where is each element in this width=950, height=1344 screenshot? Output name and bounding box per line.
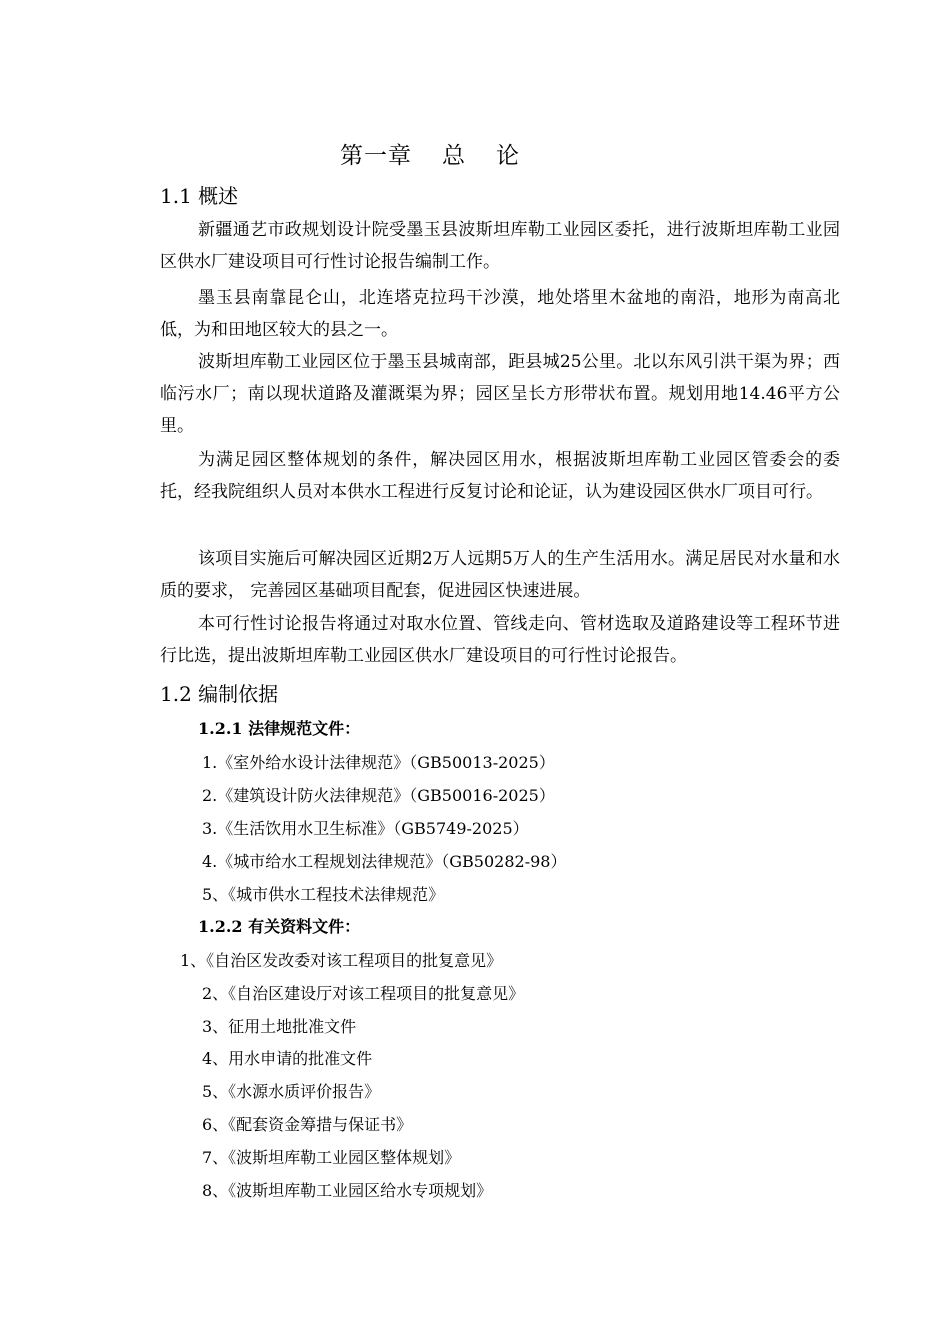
section-heading-1-1: 1.1 概述 bbox=[160, 184, 239, 208]
list-item: 8、《波斯坦库勒工业园区给水专项规划》 bbox=[202, 1181, 493, 1200]
list-item: 2.《建筑设计防火法律规范》（GB50016-2025） bbox=[202, 786, 555, 805]
paragraph-4: 为满足园区整体规划的条件，解决园区用水，根据波斯坦库勒工业园区管委会的委托，经我院组织人员对本供水工程进行反复讨论和论证，认为建设园区供水厂项目可行。 bbox=[160, 450, 840, 502]
paragraph-1: 新疆通艺市政规划设计院受墨玉县波斯坦库勒工业园区委托，进行波斯坦库勒工业园区供水厂建设项目可行性讨论报告编制工作。 bbox=[160, 220, 840, 272]
list-item: 1、《自治区发改委对该工程项目的批复意见》 bbox=[180, 951, 503, 970]
list-item: 5、《水源水质评价报告》 bbox=[202, 1082, 381, 1101]
list-item: 3、征用土地批准文件 bbox=[202, 1017, 357, 1036]
list-item: 6、《配套资金筹措与保证书》 bbox=[202, 1115, 413, 1134]
section-heading-1-2: 1.2 编制依据 bbox=[160, 682, 279, 706]
chapter-number: 第一章 bbox=[340, 143, 412, 169]
list-item: 4.《城市给水工程规划法律规范》（GB50282-98） bbox=[202, 852, 567, 871]
subsection-heading-1-2-2: 1.2.2 有关资料文件： bbox=[198, 917, 361, 936]
paragraph-6: 本可行性讨论报告将通过对取水位置、管线走向、管材选取及道路建设等工程环节进行比选，提出波斯坦库勒工业园区供水厂建设项目的可行性讨论报告。 bbox=[160, 614, 840, 666]
paragraph-5: 该项目实施后可解决园区近期2万人远期5万人的生产生活用水。满足居民对水量和水质的要求， 完善园区基础项目配套，促进园区快速进展。 bbox=[160, 549, 840, 601]
list-item: 5、《城市供水工程技术法律规范》 bbox=[202, 885, 445, 904]
subsection-heading-1-2-1: 1.2.1 法律规范文件： bbox=[198, 719, 361, 738]
paragraph-2: 墨玉县南靠昆仑山，北连塔克拉玛干沙漠，地处塔里木盆地的南沿，地形为南高北低，为和田地区较大的县之一。 bbox=[160, 288, 840, 340]
list-item: 4、用水申请的批准文件 bbox=[202, 1049, 373, 1068]
list-item: 1.《室外给水设计法律规范》（GB50013-2025） bbox=[202, 753, 555, 772]
chapter-title bbox=[0, 137, 860, 170]
list-item: 3.《生活饮用水卫生标准》（GB5749-2025） bbox=[202, 819, 529, 838]
paragraph-3: 波斯坦库勒工业园区位于墨玉县城南部，距县城25公里。北以东风引洪干渠为界；西临污水厂；南以现状道路及灌溉渠为界；园区呈长方形带状布置。规划用地14.46平方公里。 bbox=[160, 352, 840, 436]
chapter-title-char-1: 总 bbox=[442, 143, 466, 169]
list-item: 7、《波斯坦库勒工业园区整体规划》 bbox=[202, 1148, 461, 1167]
list-item: 2、《自治区建设厅对该工程项目的批复意见》 bbox=[202, 984, 525, 1003]
chapter-title-char-2: 论 bbox=[496, 143, 520, 169]
